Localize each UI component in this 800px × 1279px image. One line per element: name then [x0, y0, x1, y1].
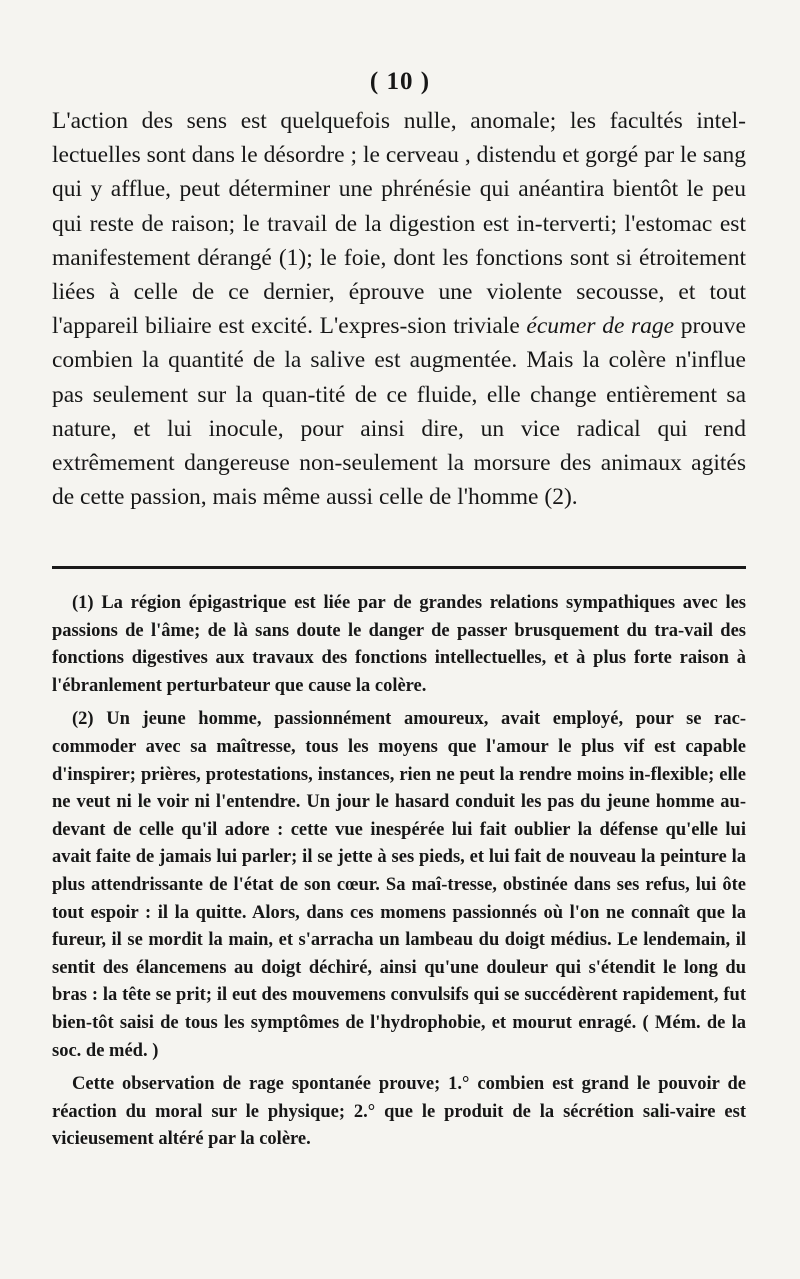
main-text-part2: prouve combien la quantité de la salive est augmentée. Mais la colère n'influe pas seulement sur la quan-tité de ce fluide, elle change entièrement sa nature, et lui inocule, pour ainsi dire, un vice radical qui rend extrêmement dangereuse non-seulement la morsure des animaux agités de cette passion, mais même aussi celle de l'homme (2). [52, 313, 746, 511]
page-number: ( 10 ) [369, 68, 431, 95]
main-paragraph [52, 104, 746, 514]
main-text-italic-phrase: écumer de rage [526, 313, 675, 340]
footnote-1: (1) La région épigastrique est liée par de grandes relations sympathiques avec les passions de l'âme; de là sans doute le danger de passer brusquement du tra-vail des fonctions digestives aux travaux des fonctions intellectuelles, et à plus forte raison à l'ébranlement perturbateur que cause la colère. [52, 593, 746, 696]
footnotes-block [52, 590, 746, 1160]
footnote-separator-rule [52, 566, 746, 569]
main-text-block [52, 104, 746, 514]
footnote-2: (2) Un jeune homme, passionnément amoureux, avait employé, pour se rac-commoder avec sa maîtresse, tous les moyens que l'amour le plus vif est capable d'inspirer; prières, protestations, instances, rien ne peut la rendre moins in-flexible; elle ne veut ni le voir ni l'entendre. Un jour le hasard conduit les pas du jeune homme au-devant de celle qu'il adore : cette vue inespérée lui fait oublier la défense qu'elle lui avait faite de jamais lui parler; il se jette à ses pieds, et lui fait de nouveau la peinture la plus attendrissante de l'état de son cœur. Sa maî-tresse, obstinée dans ses refus, lui ôte tout espoir : il la quitte. Alors, dans ces momens passionnés où l'on ne connaît que la fureur, il se mordit la main, et s'arracha un lambeau du doigt médius. Le lendemain, il sentit des élancemens au doigt déchiré, ainsi qu'une douleur qui s'étendit le long du bras : la tête se prit; il eut des mouvemens convulsifs qui se succédèrent rapidement, fut bien-tôt saisi de tous les symptômes de l'hydrophobie, et mourut enragé. ( Mém. de la soc. de méd. ) [52, 709, 746, 1061]
footnote-observation: Cette observation de rage spontanée prouve; 1.° combien est grand le pouvoir de réaction du moral sur le physique; 2.° que le produit de la sécrétion sali-vaire est vicieusement altéré par la colère. [52, 1074, 746, 1150]
main-text-part1: L'action des sens est quelquefois nulle, anomale; les facultés intel-lectuelles sont dans le désordre ; le cerveau , distendu et gorgé par le sang qui y afflue, peut déterminer une phrénésie qui anéantira bientôt le peu qui reste de raison; le travail de la digestion est in-terverti; l'estomac est manifestement dérangé (1); le foie, dont les fonctions sont si étroitement liées à celle de ce dernier, éprouve une violente secousse, et tout l'appareil biliaire est excité. L'expres-sion triviale [52, 108, 746, 340]
